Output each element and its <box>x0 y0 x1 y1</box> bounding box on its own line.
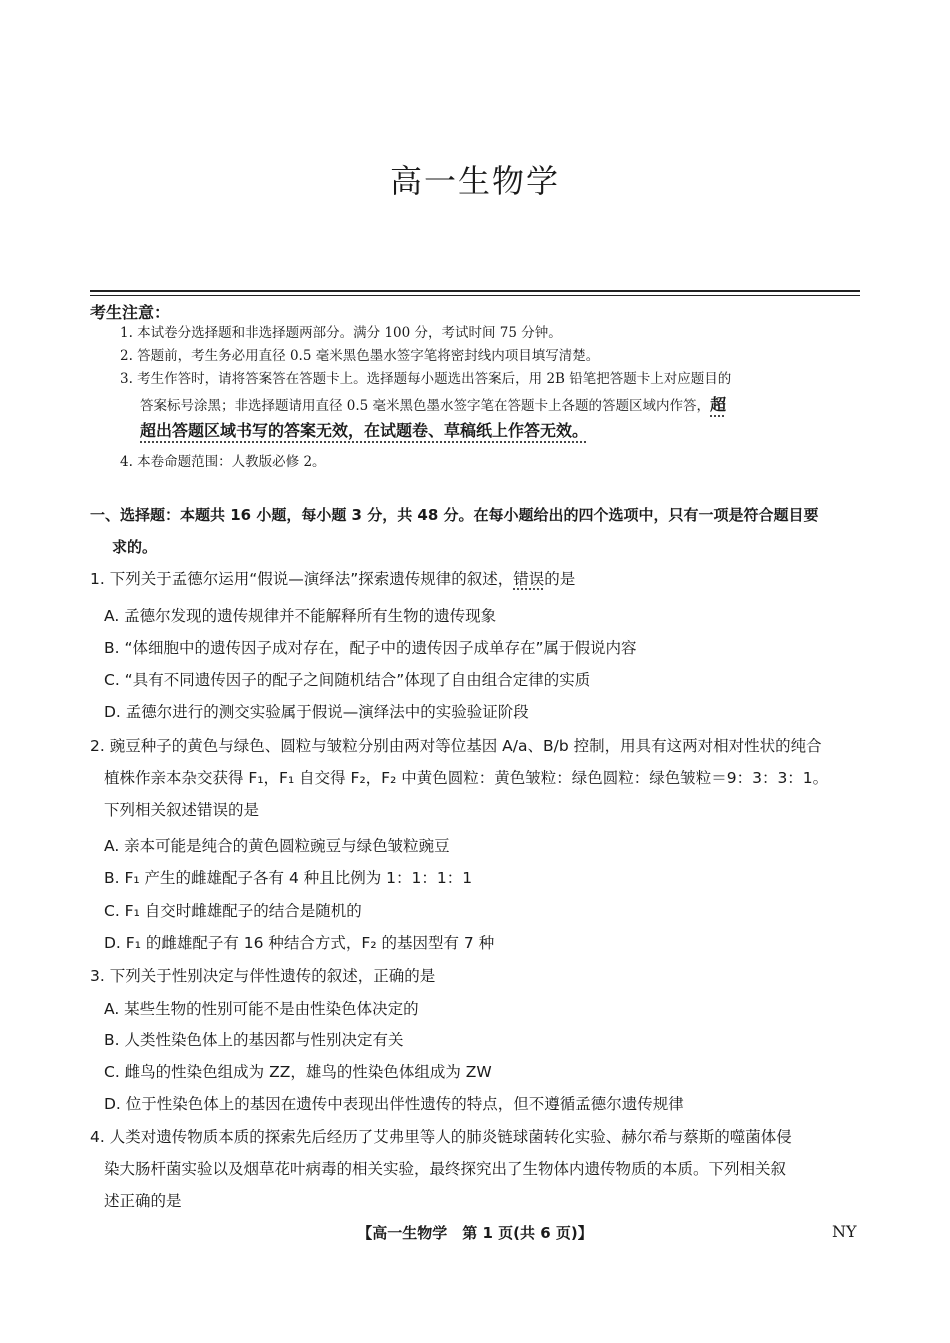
question-4-stem-line2: 染大肠杆菌实验以及烟草花叶病毒的相关实验，最终探究出了生物体内遗传物质的本质。下列相关叙 <box>104 1160 787 1178</box>
notice-item-2: 2. 答题前，考生务必用直径 0.5 毫米黑色墨水签字笔将密封线内项目填写清楚。 <box>120 348 600 364</box>
question-2-option-b: B. F₁ 产生的雌雄配子各有 4 种且比例为 1：1：1：1 <box>104 869 473 887</box>
question-2-stem-line1: 2. 豌豆种子的黄色与绿色、圆粒与皱粒分别由两对等位基因 A/a、B/b 控制，用具有这两对相对性状的纯合 <box>90 737 822 755</box>
header-rule-thin <box>90 295 860 296</box>
footer-code: NY <box>832 1222 857 1241</box>
question-1-stem <box>90 564 865 594</box>
section-heading-cont: 求的。 <box>112 538 158 556</box>
question-3-option-a: A. 某些生物的性别可能不是由性染色体决定的 <box>104 1000 419 1018</box>
section-heading: 一、选择题：本题共 16 小题，每小题 3 分，共 48 分。在每小题给出的四个选项中，只有一项是符合题目要 <box>90 506 819 524</box>
question-3-stem: 3. 下列关于性别决定与伴性遗传的叙述，正确的是 <box>90 967 436 985</box>
question-1-option-c: C. “具有不同遗传因子的配子之间随机结合”体现了自由组合定律的实质 <box>104 671 591 689</box>
question-4-stem-line1: 4. 人类对遗传物质本质的探索先后经历了艾弗里等人的肺炎链球菌转化实验、赫尔希与蔡斯的噬菌体侵 <box>90 1128 792 1146</box>
question-3-option-b: B. 人类性染色体上的基因都与性别决定有关 <box>104 1031 404 1049</box>
notice-item-3-tail: 超 <box>710 395 727 414</box>
notice-item-3-warning <box>140 421 865 442</box>
page-footer: 【高一生物学 第 1 页(共 6 页)】 <box>357 1224 593 1242</box>
notice-item-3 <box>120 369 865 389</box>
notice-item-1: 1. 本试卷分选择题和非选择题两部分。满分 100 分，考试时间 75 分钟。 <box>120 325 562 341</box>
header-rule-thick <box>90 290 860 292</box>
question-4-stem-line3: 述正确的是 <box>104 1192 182 1210</box>
question-1-stem-emph: 错误 <box>513 570 545 588</box>
question-2-option-c: C. F₁ 自交时雌雄配子的结合是随机的 <box>104 902 362 920</box>
notice-item-4: 4. 本卷命题范围：人教版必修 2。 <box>120 454 326 470</box>
question-1-option-b: B. “体细胞中的遗传因子成对存在，配子中的遗传因子成单存在”属于假说内容 <box>104 639 637 657</box>
notice-warning-text: 超出答题区域书写的答案无效，在试题卷、草稿纸上作答无效。 <box>140 421 589 440</box>
question-2-option-d: D. F₁ 的雌雄配子有 16 种结合方式，F₂ 的基因型有 7 种 <box>104 934 495 952</box>
question-3-option-d: D. 位于性染色体上的基因在遗传中表现出伴性遗传的特点，但不遵循孟德尔遗传规律 <box>104 1095 684 1113</box>
question-2-stem-line2: 植株作亲本杂交获得 F₁，F₁ 自交得 F₂，F₂ 中黄色圆粒：黄色皱粒：绿色圆粒：绿色皱粒＝9：3：3：1。 <box>104 769 829 787</box>
notice-item-3-line2: 答案标号涂黑；非选择题请用直径 0.5 毫米黑色墨水签字笔在答题卡上各题的答题区域内作答， <box>140 398 711 414</box>
question-3-option-c: C. 雌鸟的性染色组成为 ZZ，雄鸟的性染色体组成为 ZW <box>104 1063 492 1081</box>
notice-heading: 考生注意： <box>90 303 171 322</box>
question-1-option-d: D. 孟德尔进行的测交实验属于假说—演绎法中的实验验证阶段 <box>104 703 529 721</box>
question-2-option-a: A. 亲本可能是纯合的黄色圆粒豌豆与绿色皱粒豌豆 <box>104 837 450 855</box>
notice-item-3-cont <box>140 395 865 416</box>
notice-item-3-text: 3. 考生作答时，请将答案答在答题卡上。选择题每小题选出答案后，用 2B 铅笔把答题卡上对应题目的 <box>120 371 732 387</box>
page-title: 高一生物学 <box>389 162 560 200</box>
question-1-stem-pre: 1. 下列关于孟德尔运用“假说—演绎法”探索遗传规律的叙述， <box>90 570 514 588</box>
question-1-stem-post: 的是 <box>544 570 576 588</box>
question-1-option-a: A. 孟德尔发现的遗传规律并不能解释所有生物的遗传现象 <box>104 607 497 625</box>
question-2-stem-line3: 下列相关叙述错误的是 <box>104 801 260 819</box>
